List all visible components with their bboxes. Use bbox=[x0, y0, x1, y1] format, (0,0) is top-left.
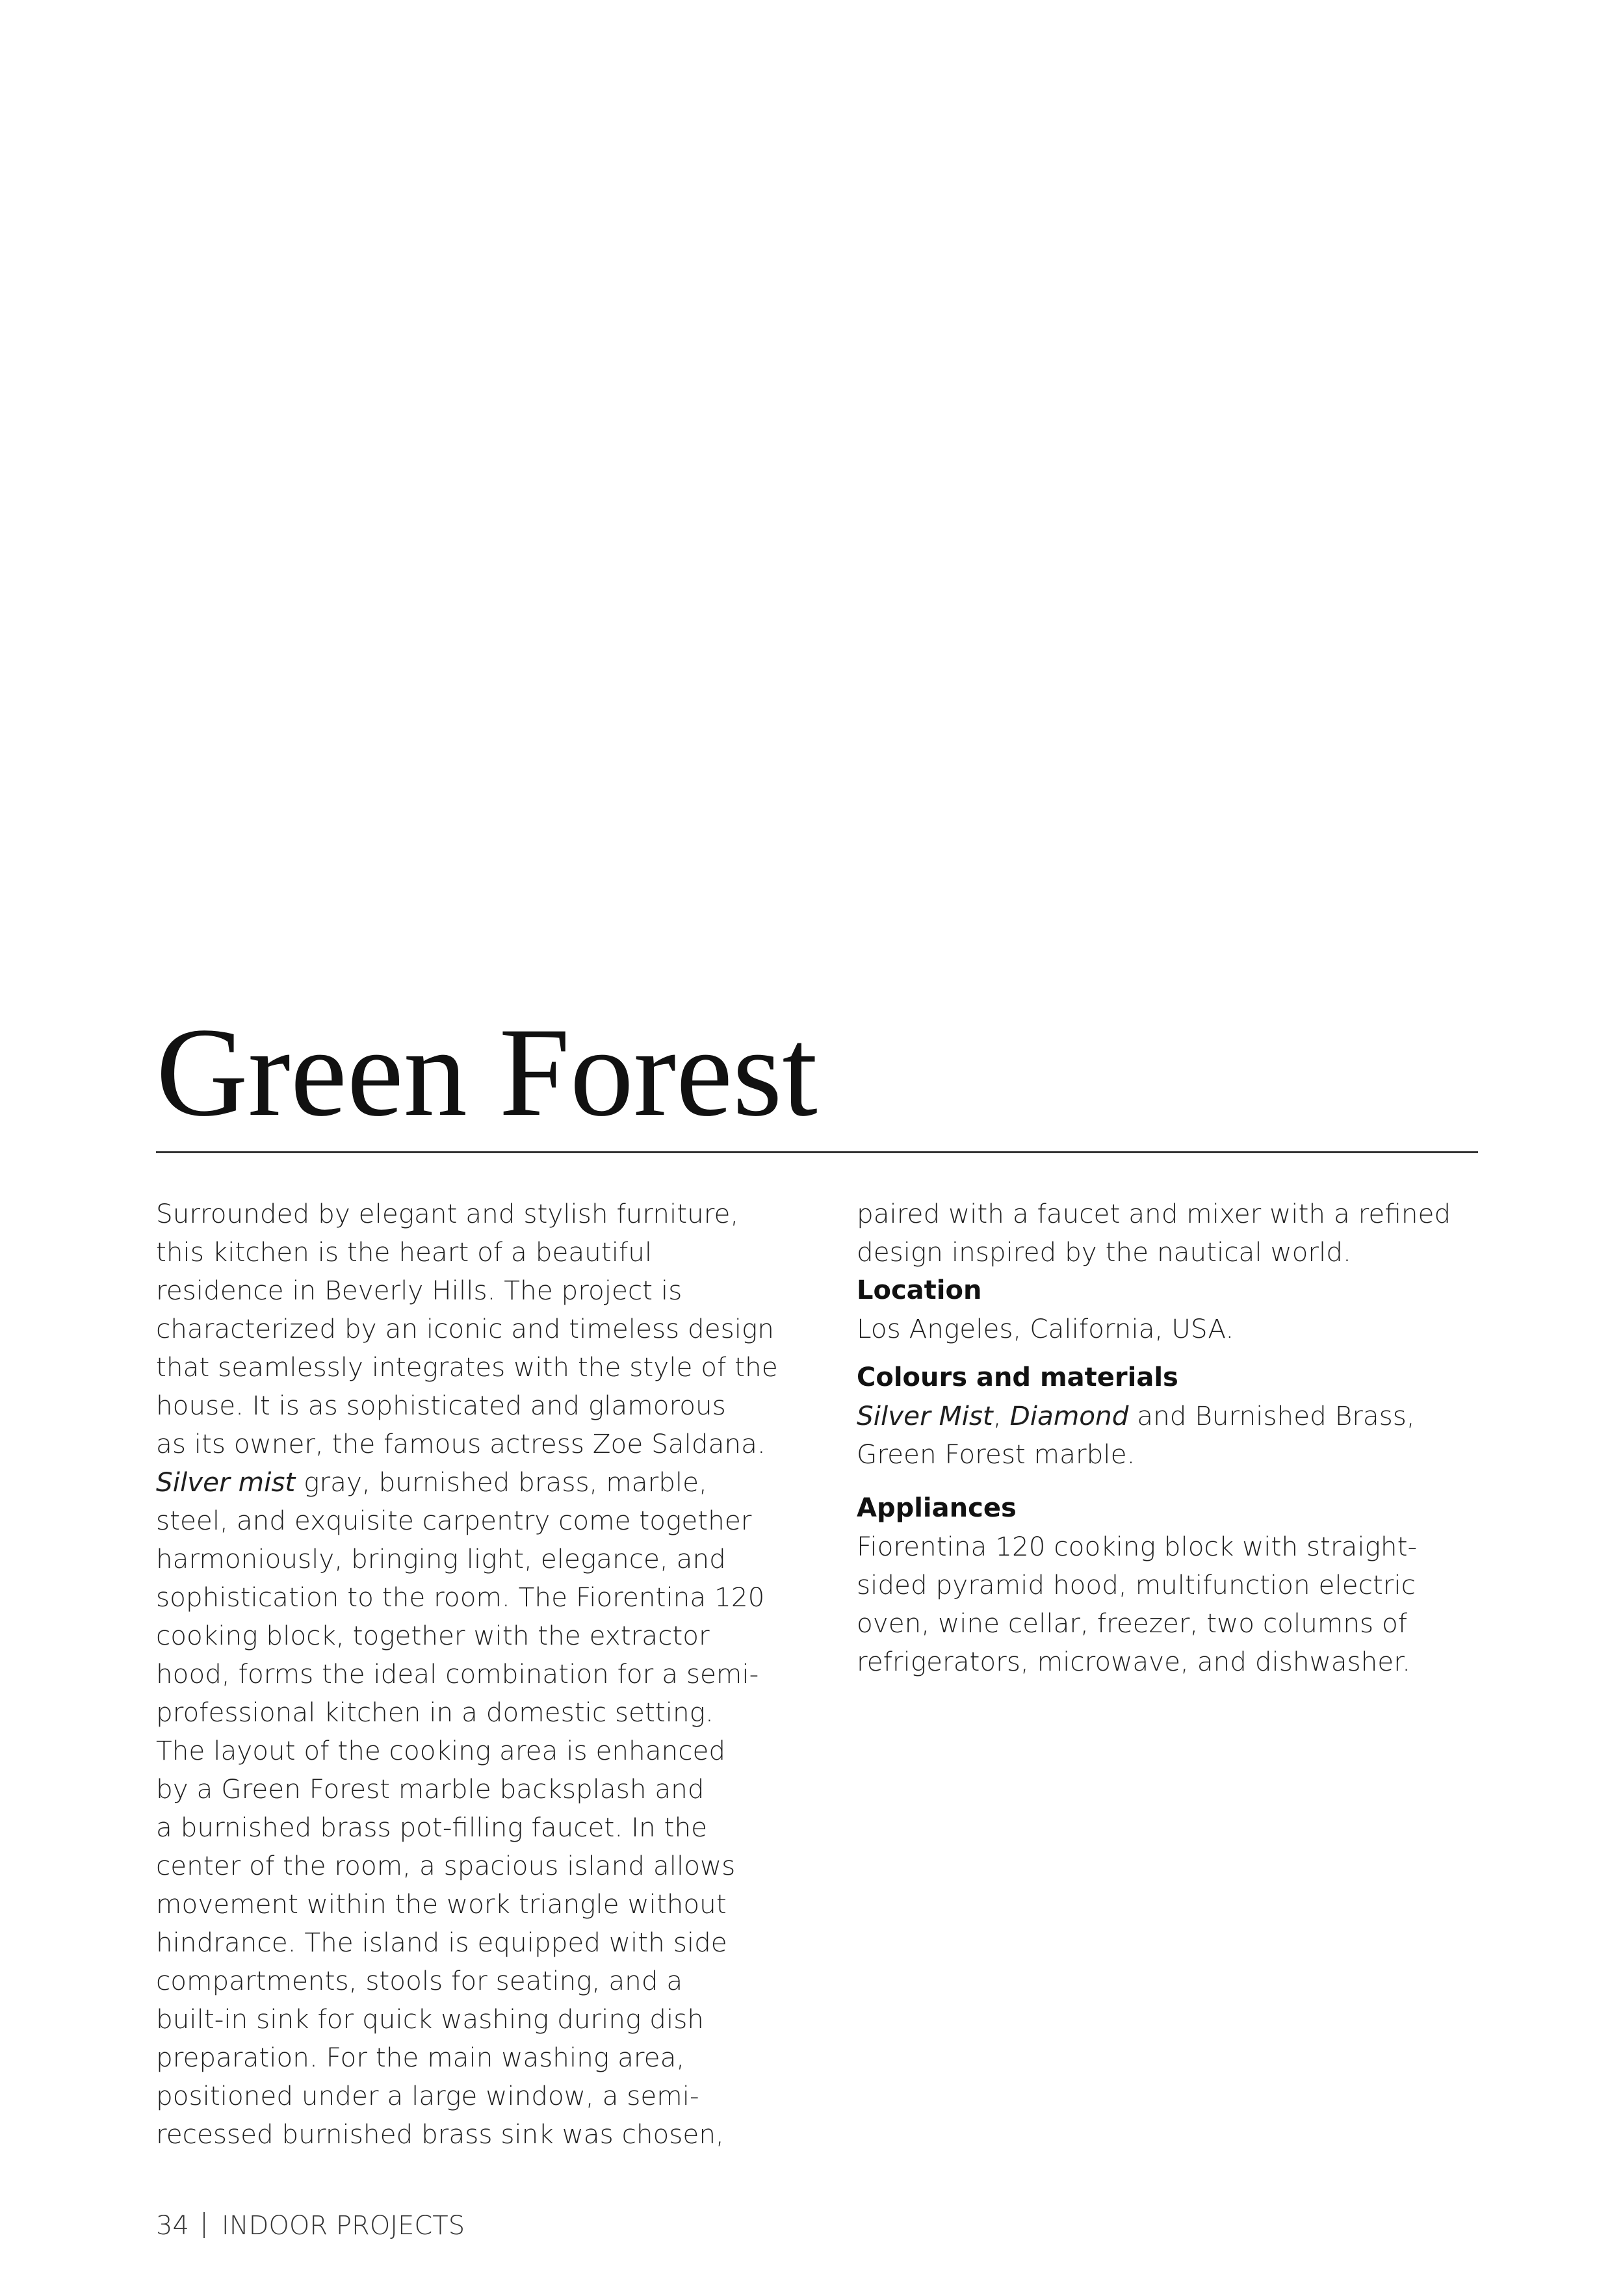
body-line: this kitchen is the heart of a beautiful bbox=[156, 1236, 653, 1268]
body-line: professional kitchen in a domestic setting. bbox=[156, 1697, 714, 1728]
location-heading: Location bbox=[857, 1275, 982, 1305]
appliances-heading: Appliances bbox=[857, 1493, 1017, 1523]
appliances-text: refrigerators, microwave, and dishwasher. bbox=[857, 1646, 1411, 1677]
body-line-rest: gray, burnished brass, marble, bbox=[295, 1467, 707, 1498]
body-text-left-column bbox=[156, 1195, 812, 2154]
footer-divider bbox=[203, 2212, 205, 2238]
body-line: a burnished brass pot-filling faucet. In the bbox=[156, 1812, 708, 1843]
body-line: characterized by an iconic and timeless design bbox=[156, 1313, 774, 1344]
appliances-text: sided pyramid hood, multifunction electric bbox=[857, 1569, 1416, 1600]
body-line: positioned under a large window, a semi- bbox=[156, 2080, 699, 2111]
body-line bbox=[156, 1463, 812, 1502]
body-line: paired with a faucet and mixer with a refined bbox=[857, 1198, 1451, 1229]
body-text-right-column bbox=[857, 1195, 1481, 1681]
body-line: hindrance. The island is equipped with side bbox=[156, 1927, 727, 1958]
materials-text: Green Forest marble. bbox=[857, 1439, 1136, 1470]
materials-separator: , bbox=[993, 1400, 1010, 1431]
appliances-text: Fiorentina 120 cooking block with straight- bbox=[857, 1531, 1418, 1562]
body-line: built-in sink for quick washing during dish bbox=[156, 2003, 704, 2035]
materials-text bbox=[857, 1397, 1481, 1435]
body-line: steel, and exquisite carpentry come together bbox=[156, 1505, 752, 1536]
body-line: by a Green Forest marble backsplash and bbox=[156, 1773, 705, 1805]
appliances-text: oven, wine cellar, freezer, two columns of bbox=[857, 1608, 1407, 1639]
body-line: movement within the work triangle without bbox=[156, 1888, 727, 1920]
italic-term: Silver mist bbox=[156, 1467, 296, 1498]
body-line: house. It is as sophisticated and glamorous bbox=[156, 1390, 726, 1421]
body-line: preparation. For the main washing area, bbox=[156, 2042, 685, 2073]
italic-term: Diamond bbox=[1009, 1400, 1129, 1431]
page-number: 34 bbox=[156, 2211, 189, 2241]
body-line: compartments, stools for seating, and a bbox=[156, 1965, 683, 1996]
body-line: hood, forms the ideal combination for a semi- bbox=[156, 1658, 759, 1689]
italic-term: Silver Mist bbox=[857, 1400, 993, 1431]
body-line: that seamlessly integrates with the style of the bbox=[156, 1351, 778, 1383]
materials-heading: Colours and materials bbox=[857, 1363, 1178, 1392]
materials-text-rest: and Burnished Brass, bbox=[1128, 1400, 1415, 1431]
body-line: as its owner, the famous actress Zoe Saldana. bbox=[156, 1428, 766, 1459]
page-footer bbox=[156, 2208, 465, 2244]
body-line: harmoniously, bringing light, elegance, and bbox=[156, 1543, 726, 1574]
title-divider bbox=[156, 1151, 1478, 1153]
body-line: center of the room, a spacious island allows bbox=[156, 1850, 736, 1881]
body-line: The layout of the cooking area is enhanced bbox=[156, 1735, 726, 1766]
body-line: design inspired by the nautical world. bbox=[857, 1236, 1351, 1268]
location-text: Los Angeles, California, USA. bbox=[857, 1313, 1234, 1344]
body-line: recessed burnished brass sink was chosen, bbox=[156, 2119, 724, 2150]
body-line: residence in Beverly Hills. The project is bbox=[156, 1275, 682, 1306]
body-line: sophistication to the room. The Fiorentina 120 bbox=[156, 1582, 765, 1613]
body-line: Surrounded by elegant and stylish furniture, bbox=[156, 1198, 739, 1229]
section-name: INDOOR PROJECTS bbox=[221, 2211, 465, 2241]
body-line: cooking block, together with the extractor bbox=[156, 1620, 710, 1651]
page-title: Green Forest bbox=[156, 1002, 818, 1143]
